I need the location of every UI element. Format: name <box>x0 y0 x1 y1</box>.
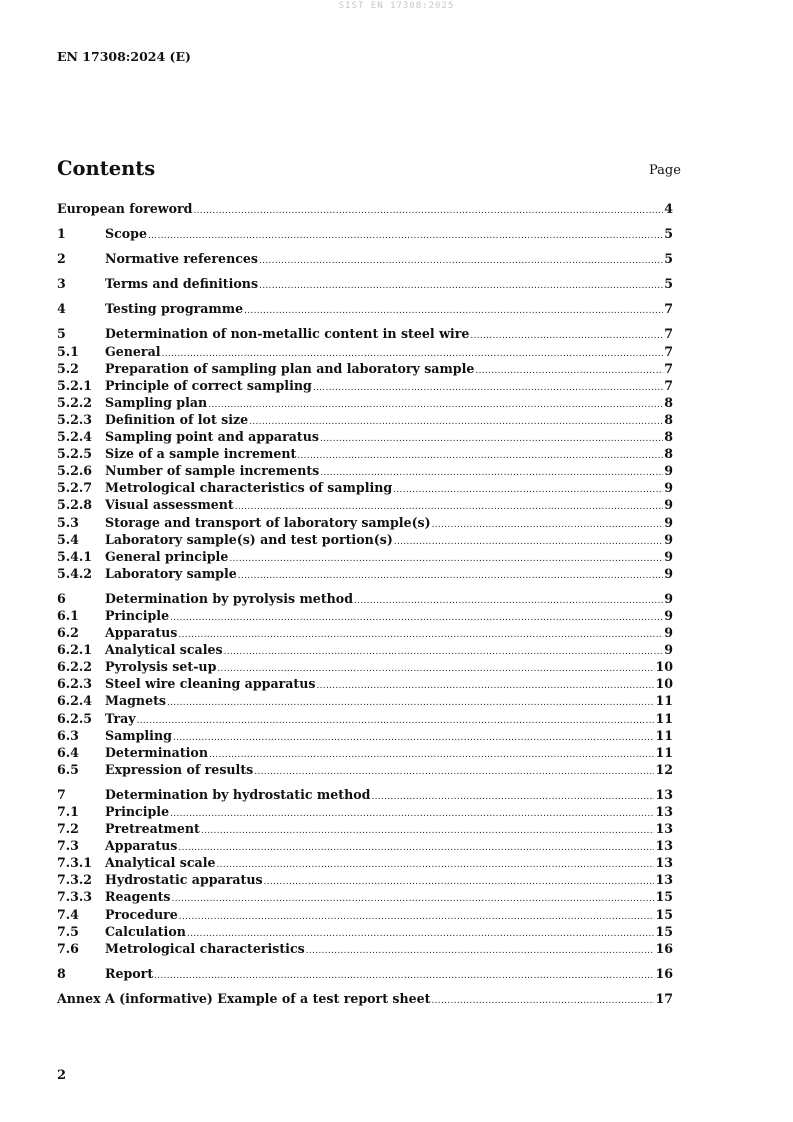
toc-entry-title: Hydrostatic apparatus <box>105 872 263 888</box>
toc-dot-leader <box>475 363 663 380</box>
toc-entry-page: 10 <box>655 659 673 675</box>
toc-entry-number: 5.2.8 <box>57 497 93 513</box>
toc-entry[interactable] <box>57 727 673 744</box>
toc-entry-title: Pretreatment <box>105 821 200 837</box>
toc-entry[interactable] <box>57 462 673 479</box>
toc-entry-title: Determination of non-metallic content in steel wire <box>105 326 470 342</box>
toc-dot-leader <box>306 943 655 960</box>
toc-entry-page: 11 <box>655 744 673 760</box>
toc-entry-number: 6.2.1 <box>57 642 93 658</box>
toc-entry[interactable] <box>57 607 673 624</box>
toc-entry-title: Sampling <box>105 727 172 743</box>
toc-entry[interactable] <box>57 445 673 462</box>
toc-entry-number: 5.2.5 <box>57 446 93 462</box>
toc-entry-page: 16 <box>655 940 673 956</box>
toc-entry[interactable] <box>57 479 673 496</box>
toc-entry[interactable] <box>57 710 673 727</box>
toc-dot-leader <box>170 610 663 627</box>
toc-entry-title: Principle of correct sampling <box>105 377 312 393</box>
toc-dot-leader <box>209 747 654 764</box>
toc-entry-title: Annex A (informative) Example of a test report sheet <box>57 990 431 1006</box>
toc-entry[interactable] <box>57 803 673 820</box>
toc-dot-leader <box>431 993 654 1010</box>
toc-entry-page: 9 <box>664 497 673 513</box>
toc-entry[interactable] <box>57 854 673 871</box>
toc-entry-title: Determination by hydrostatic method <box>105 786 371 802</box>
toc-dot-leader <box>259 278 663 295</box>
toc-entry-number: 7.3.2 <box>57 872 93 888</box>
toc-entry-page: 13 <box>655 821 673 837</box>
toc-entry-title: Tray <box>105 710 136 726</box>
toc-dot-leader <box>393 482 663 499</box>
toc-entry-page: 7 <box>664 360 673 376</box>
toc-dot-leader <box>173 730 655 747</box>
toc-entry-number: 5.2.3 <box>57 411 93 427</box>
toc-entry-title: Size of a sample increment <box>105 446 297 462</box>
toc-entry-number: 6.2 <box>57 625 79 641</box>
toc-dot-leader <box>394 534 663 551</box>
toc-dot-leader <box>208 397 663 414</box>
toc-entry[interactable] <box>57 411 673 428</box>
toc-entry[interactable] <box>57 514 673 531</box>
toc-entry[interactable] <box>57 624 673 641</box>
toc-entry-title: Principle <box>105 607 170 623</box>
toc-entry-number: 5.4.1 <box>57 548 93 564</box>
toc-entry-page: 5 <box>664 226 673 242</box>
toc-entry[interactable] <box>57 590 673 607</box>
toc-entry-page: 15 <box>655 906 673 922</box>
toc-entry-title: Analytical scales <box>105 642 223 658</box>
toc-entry-page: 8 <box>664 446 673 462</box>
toc-entry-page: 7 <box>664 301 673 317</box>
toc-entry-title: Magnets <box>105 693 166 709</box>
toc-entry-number: 8 <box>57 965 66 981</box>
toc-entry-page: 7 <box>664 377 673 393</box>
toc-entry[interactable] <box>57 565 673 582</box>
toc-entry-title: Steel wire cleaning apparatus <box>105 676 316 692</box>
toc-entry-number: 6.2.4 <box>57 693 93 709</box>
toc-dot-leader <box>201 823 655 840</box>
toc-dot-leader <box>244 303 663 320</box>
toc-dot-leader <box>371 789 654 806</box>
toc-entry-title: Apparatus <box>105 838 178 854</box>
toc-entry-page: 15 <box>655 923 673 939</box>
toc-entry[interactable] <box>57 325 673 342</box>
toc-entry-title: Preparation of sampling plan and laboratory sample <box>105 360 475 376</box>
toc-entry[interactable] <box>57 837 673 854</box>
toc-entry[interactable] <box>57 275 673 292</box>
toc-entry-title: Apparatus <box>105 625 178 641</box>
toc-entry-title: Testing programme <box>105 301 244 317</box>
toc-dot-leader <box>354 593 663 610</box>
toc-dot-leader <box>193 203 663 220</box>
toc-entry-page: 9 <box>664 590 673 606</box>
toc-entry-page: 9 <box>664 514 673 530</box>
page-number: 2 <box>57 1068 67 1083</box>
toc-entry-title: Laboratory sample <box>105 565 237 581</box>
toc-entry-page: 9 <box>664 480 673 496</box>
toc-entry-title: Principle <box>105 804 170 819</box>
document-identifier: EN 17308:2024 (E) <box>57 49 191 64</box>
toc-entry-number: 6.1 <box>57 607 79 623</box>
toc-entry-title: Sampling point and apparatus <box>105 429 319 445</box>
toc-entry-number: 6.4 <box>57 744 79 760</box>
toc-entry[interactable] <box>57 786 673 803</box>
toc-entry[interactable] <box>57 300 673 317</box>
toc-entry-title: Analytical scale <box>105 855 216 871</box>
toc-entry-number: 5.4.2 <box>57 565 93 581</box>
toc-dot-leader <box>217 857 655 874</box>
toc-entry-number: 4 <box>57 301 66 317</box>
toc-entry[interactable] <box>57 820 673 837</box>
toc-entry-page: 9 <box>664 463 673 479</box>
toc-entry[interactable] <box>57 343 673 360</box>
toc-entry-number: 6.3 <box>57 727 79 743</box>
toc-dot-leader <box>259 253 663 270</box>
toc-entry-page: 11 <box>655 727 673 743</box>
toc-dot-leader <box>179 909 655 926</box>
toc-entry[interactable] <box>57 940 673 957</box>
toc-entry[interactable] <box>57 871 673 888</box>
toc-entry-number: 7.1 <box>57 804 79 819</box>
toc-entry[interactable] <box>57 428 673 445</box>
toc-entry[interactable] <box>57 906 673 923</box>
toc-entry-number: 7.3.3 <box>57 889 93 905</box>
toc-dot-leader <box>264 874 655 891</box>
toc-entry-number: 7.3.1 <box>57 855 93 871</box>
toc-entry-page: 9 <box>664 548 673 564</box>
toc-entry-page: 9 <box>664 625 673 641</box>
toc-entry-page: 12 <box>655 761 673 777</box>
toc-entry-number: 2 <box>57 251 66 267</box>
toc-dot-leader <box>170 806 654 823</box>
toc-entry-title: Definition of lot size <box>105 411 249 427</box>
toc-entry-number: 5.3 <box>57 514 79 530</box>
toc-dot-leader <box>229 551 663 568</box>
toc-entry-page: 13 <box>655 855 673 871</box>
toc-entry-number: 6 <box>57 590 66 606</box>
toc-entry-title: Determination <box>105 744 208 760</box>
toc-entry-page: 9 <box>664 607 673 623</box>
toc-entry-number: 7.5 <box>57 923 79 939</box>
toc-entry-page: 17 <box>655 990 673 1006</box>
toc-entry-page: 15 <box>655 889 673 905</box>
toc-entry-title: Metrological characteristics <box>105 940 305 956</box>
toc-entry-number: 7.4 <box>57 906 79 922</box>
toc-dot-leader <box>320 431 663 448</box>
toc-entry-page: 8 <box>664 411 673 427</box>
toc-entry-number: 5.2.1 <box>57 377 93 393</box>
toc-entry-page: 11 <box>655 693 673 709</box>
toc-entry-number: 7.3 <box>57 838 79 854</box>
toc-entry-title: General <box>105 343 161 359</box>
toc-entry-page: 5 <box>664 251 673 267</box>
toc-dot-leader <box>154 968 654 985</box>
toc-dot-leader <box>254 764 654 781</box>
toc-entry[interactable] <box>57 394 673 411</box>
toc-entry[interactable] <box>57 496 673 513</box>
toc-entry-page: 11 <box>655 710 673 726</box>
toc-entry-title: Normative references <box>105 251 259 267</box>
toc-dot-leader <box>316 678 654 695</box>
toc-entry[interactable] <box>57 531 673 548</box>
toc-entry[interactable] <box>57 641 673 658</box>
toc-entry-title: Visual assessment <box>105 497 234 513</box>
toc-entry-title: Terms and definitions <box>105 276 259 292</box>
toc-entry[interactable] <box>57 744 673 761</box>
toc-entry-number: 7.6 <box>57 940 79 956</box>
toc-entry-page: 8 <box>664 429 673 445</box>
toc-dot-leader <box>297 448 663 465</box>
toc-dot-leader <box>178 627 663 644</box>
toc-dot-leader <box>178 840 654 857</box>
toc-entry[interactable] <box>57 675 673 692</box>
table-of-contents <box>57 200 673 1007</box>
toc-entry-page: 4 <box>664 201 673 216</box>
toc-entry-number: 1 <box>57 226 66 242</box>
toc-entry-title: Number of sample increments <box>105 463 320 479</box>
toc-entry-page: 9 <box>664 565 673 581</box>
watermark: SIST EN 17308:2025 <box>338 1 455 11</box>
toc-entry-page: 10 <box>655 676 673 692</box>
toc-entry[interactable] <box>57 965 673 982</box>
toc-entry-number: 7 <box>57 786 66 802</box>
toc-dot-leader <box>432 517 664 534</box>
toc-entry[interactable] <box>57 761 673 778</box>
toc-entry-title: Scope <box>105 226 147 242</box>
toc-entry-title: Pyrolysis set-up <box>105 659 217 675</box>
toc-entry-number: 5.2.2 <box>57 394 93 410</box>
toc-entry-number: 5 <box>57 326 66 342</box>
toc-entry[interactable] <box>57 200 673 217</box>
toc-dot-leader <box>238 568 663 585</box>
toc-entry-title: Storage and transport of laboratory sample(s) <box>105 514 431 530</box>
toc-entry[interactable] <box>57 377 673 394</box>
toc-entry[interactable] <box>57 888 673 905</box>
toc-dot-leader <box>313 380 663 397</box>
contents-heading: Contents <box>57 157 156 180</box>
toc-entry[interactable] <box>57 250 673 267</box>
toc-entry-page: 13 <box>655 872 673 888</box>
toc-dot-leader <box>224 644 664 661</box>
toc-entry-number: 5.4 <box>57 531 79 547</box>
toc-entry-page: 7 <box>664 326 673 342</box>
toc-entry-title: Metrological characteristics of sampling <box>105 480 393 496</box>
page-column-label: Page <box>649 163 681 178</box>
toc-dot-leader <box>172 891 655 908</box>
toc-entry-title: Expression of results <box>105 761 254 777</box>
toc-dot-leader <box>148 228 663 245</box>
toc-entry-title: Sampling plan <box>105 394 208 410</box>
toc-entry-page: 8 <box>664 394 673 410</box>
toc-entry-title: Calculation <box>105 923 186 939</box>
toc-entry-page: 16 <box>655 965 673 981</box>
toc-entry-number: 5.1 <box>57 343 79 359</box>
toc-entry[interactable] <box>57 360 673 377</box>
toc-entry-page: 9 <box>664 531 673 547</box>
toc-dot-leader <box>470 328 663 345</box>
toc-entry-number: 6.2.3 <box>57 676 93 692</box>
toc-entry-number: 5.2.6 <box>57 463 93 479</box>
toc-entry-title: Reagents <box>105 889 171 905</box>
toc-entry[interactable] <box>57 923 673 940</box>
toc-entry-title: Determination by pyrolysis method <box>105 590 354 606</box>
toc-entry-page: 7 <box>664 343 673 359</box>
toc-entry-number: 7.2 <box>57 821 79 837</box>
toc-entry-title: European foreword <box>57 201 193 216</box>
toc-entry-number: 3 <box>57 276 66 292</box>
toc-entry-title: Procedure <box>105 906 178 922</box>
toc-dot-leader <box>137 713 655 730</box>
toc-entry[interactable] <box>57 990 673 1007</box>
toc-entry[interactable] <box>57 658 673 675</box>
toc-entry-page: 13 <box>655 804 673 819</box>
toc-entry-title: General principle <box>105 548 229 564</box>
toc-entry-number: 5.2.4 <box>57 429 93 445</box>
toc-entry-title: Laboratory sample(s) and test portion(s) <box>105 531 393 547</box>
toc-dot-leader <box>167 695 654 712</box>
toc-entry-number: 6.2.2 <box>57 659 93 675</box>
toc-entry-page: 5 <box>664 276 673 292</box>
toc-entry-number: 6.2.5 <box>57 710 93 726</box>
toc-entry-page: 13 <box>655 838 673 854</box>
toc-entry-number: 6.5 <box>57 761 79 777</box>
toc-entry-number: 5.2 <box>57 360 79 376</box>
toc-entry[interactable] <box>57 692 673 709</box>
toc-entry-page: 9 <box>664 642 673 658</box>
toc-entry-number: 5.2.7 <box>57 480 93 496</box>
toc-entry[interactable] <box>57 225 673 242</box>
toc-entry[interactable] <box>57 548 673 565</box>
toc-entry-page: 13 <box>655 786 673 802</box>
toc-entry-title: Report <box>105 965 154 981</box>
